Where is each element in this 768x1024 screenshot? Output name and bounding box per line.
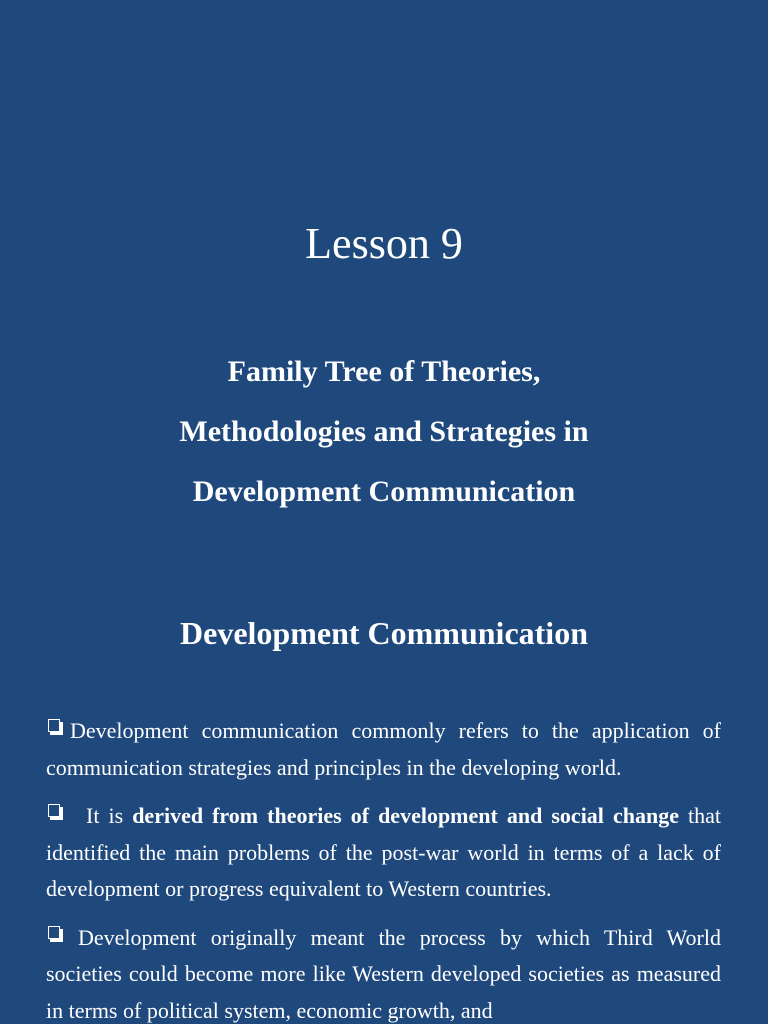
bullet-text-rest: that identified the main problems of the post-war world in terms of a lack of development or progress equivalent to Western countries.: [46, 803, 721, 901]
bullet-text-emphasis: derived from theories of development and social change: [132, 803, 679, 828]
bullet-list: [46, 713, 721, 1024]
checkbox-bullet-icon: [48, 926, 60, 939]
checkbox-bullet-icon: [48, 719, 60, 732]
bullet-text-lead: It is: [86, 803, 133, 828]
subtitle-line: Methodologies and Strategies in: [179, 415, 589, 448]
checkbox-bullet-icon: [48, 804, 60, 817]
subtitle-line: Family Tree of Theories,: [227, 355, 541, 388]
bullet-text: Development communication commonly refers to the application of communication strategies and principles in the developing world.: [46, 718, 721, 780]
bullet-text: Development originally meant the process by which Third World societies could become more like Western developed societies as measured in terms of political system, economic growth, and: [46, 924, 721, 1023]
lesson-title: Lesson 9: [305, 219, 463, 268]
subtitle-line: Development Communication: [192, 475, 576, 508]
bullet-item: [46, 920, 721, 1024]
section-heading: Development Communication: [180, 615, 588, 651]
bullet-item: [46, 713, 721, 786]
lesson-subtitle: [0, 352, 768, 532]
bullet-item: [46, 798, 721, 908]
